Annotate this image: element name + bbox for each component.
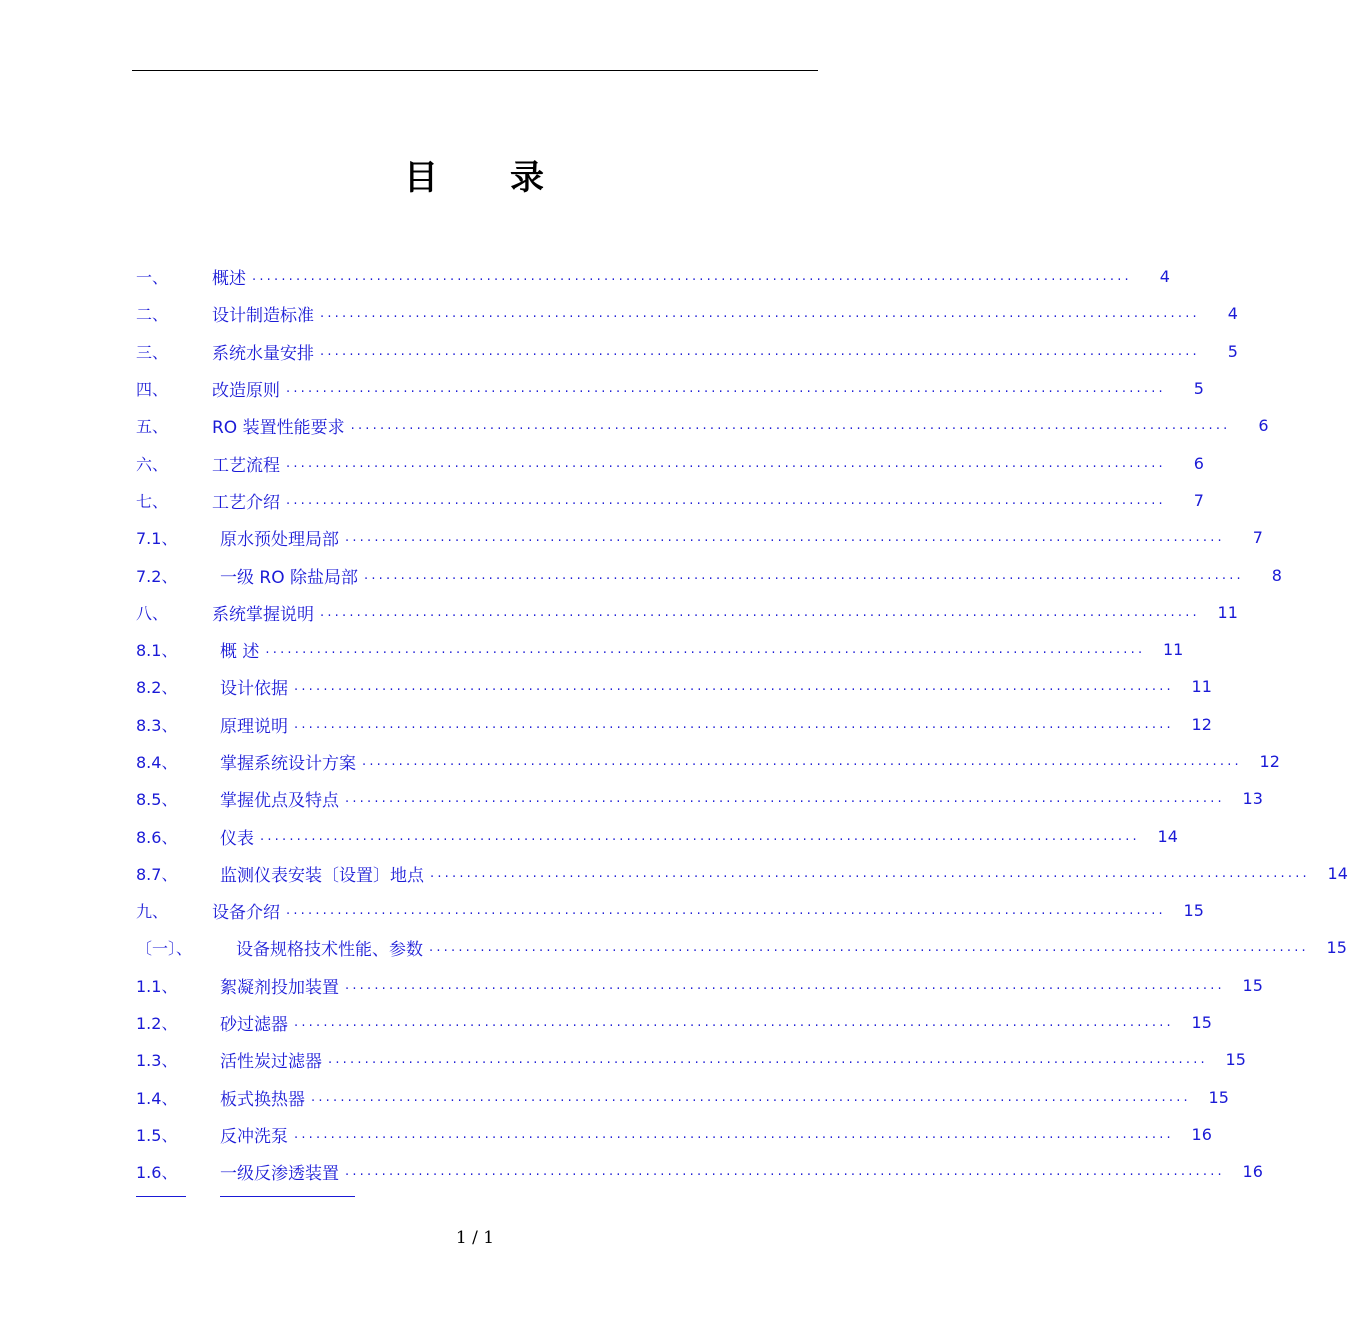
toc-dot-leader: ........................................................................................................................ <box>286 492 1166 508</box>
toc-entry[interactable] <box>136 1116 1212 1153</box>
toc-entry-page: 7 <box>1252 528 1263 548</box>
toc-entry-number: 一、 <box>136 268 169 288</box>
title-char-right: 录 <box>510 158 546 198</box>
toc-entry-title[interactable]: 砂过滤器 <box>220 1015 288 1036</box>
toc-entry[interactable] <box>136 967 1263 1004</box>
toc-entry-number: 8.1、 <box>136 641 178 661</box>
toc-entry-page: 8 <box>1271 565 1282 585</box>
toc-dot-leader: ........................................................................................................................ <box>320 343 1200 359</box>
toc-entry[interactable] <box>136 817 1178 854</box>
toc-entry-number: 1.6、 <box>136 1163 178 1183</box>
toc-entry[interactable] <box>136 706 1212 743</box>
toc-entry[interactable] <box>136 444 1204 481</box>
toc-entry-number: 1.4、 <box>136 1088 178 1108</box>
toc-entry-title[interactable]: 掌握优点及特点 <box>220 791 339 812</box>
toc-dot-leader: ........................................................................................................................ <box>429 940 1309 956</box>
toc-entry-page: 13 <box>1242 789 1263 809</box>
toc-entry-title[interactable]: 一级 RO 除盐局部 <box>220 567 359 588</box>
toc-entry-title[interactable]: RO 装置性能要求 <box>212 418 345 439</box>
toc-entry[interactable] <box>136 482 1204 519</box>
toc-entry[interactable] <box>136 407 1269 444</box>
toc-entry[interactable] <box>136 370 1204 407</box>
toc-dot-leader: ........................................................................................................................ <box>311 1089 1191 1105</box>
toc-entry-number: 8.5、 <box>136 790 178 810</box>
toc-entry-page: 15 <box>1326 938 1347 958</box>
toc-dot-leader: ........................................................................................................................ <box>350 418 1231 434</box>
toc-dot-leader: ........................................................................................................................ <box>252 269 1132 285</box>
toc-entry-page: 16 <box>1242 1162 1263 1182</box>
toc-dot-leader: ........................................................................................................................ <box>294 1126 1174 1142</box>
toc-dot-leader: ........................................................................................................................ <box>286 455 1166 471</box>
toc-entry-title[interactable]: 活性炭过滤器 <box>220 1052 322 1073</box>
toc-entry-title[interactable]: 掌握系统设计方案 <box>220 754 356 774</box>
toc-entry[interactable] <box>136 258 1170 295</box>
toc-entry-page: 6 <box>1193 453 1204 473</box>
toc-dot-leader: ........................................................................................................................ <box>320 604 1200 620</box>
toc-entry-number: 六、 <box>136 454 169 474</box>
toc-dot-leader: ........................................................................................................................ <box>320 306 1200 322</box>
toc-entry[interactable] <box>136 1153 1263 1190</box>
toc-dot-leader: ........................................................................................................................ <box>364 567 1244 583</box>
toc-entry-page: 16 <box>1191 1124 1212 1144</box>
toc-entry-page: 5 <box>1193 379 1204 399</box>
toc-dot-leader: ........................................................................................................................ <box>430 865 1310 881</box>
toc-entry-number: 〔一〕、 <box>136 939 193 959</box>
toc-entry-title[interactable]: 板式换热器 <box>220 1089 305 1110</box>
toc-entry-page: 7 <box>1193 490 1204 510</box>
toc-entry-title[interactable]: 系统掌握说明 <box>212 604 314 625</box>
toc-dot-leader: ........................................................................................................................ <box>345 530 1225 546</box>
toc-entry[interactable] <box>136 1004 1212 1041</box>
toc-entry-number: 九、 <box>136 902 169 922</box>
toc-entry-page: 15 <box>1208 1087 1229 1107</box>
toc-entry-number: 1.5、 <box>136 1125 178 1145</box>
toc-entry[interactable] <box>136 780 1263 817</box>
page-title <box>0 150 950 199</box>
toc-entry-page: 4 <box>1159 267 1170 287</box>
toc-entry-page: 6 <box>1258 416 1269 436</box>
toc-dot-leader: ........................................................................................................................ <box>345 1164 1225 1180</box>
toc-entry-number: 四、 <box>136 380 169 400</box>
page-number-footer: 1 / 1 <box>455 1228 495 1248</box>
toc-entry-number: 8.2、 <box>136 678 178 698</box>
title-char-left: 目 <box>404 158 440 198</box>
toc-entry-title[interactable]: 设计制造标准 <box>212 306 314 327</box>
toc-entry-page: 11 <box>1217 602 1238 622</box>
toc-entry-page: 14 <box>1157 826 1178 846</box>
toc-entry-title[interactable]: 设备规格技术性能、参数 <box>236 940 423 961</box>
toc-entry-page: 11 <box>1162 640 1184 660</box>
toc-entry[interactable] <box>136 631 1184 668</box>
toc-entry[interactable] <box>136 594 1238 631</box>
toc-dot-leader: ........................................................................................................................ <box>260 828 1140 844</box>
toc-entry[interactable] <box>136 929 1347 966</box>
toc-dot-leader: ........................................................................................................................ <box>294 716 1174 732</box>
toc-entry-page: 15 <box>1225 1050 1246 1070</box>
toc-entry-title[interactable]: 概 述 <box>220 642 260 663</box>
toc-entry[interactable] <box>136 333 1238 370</box>
toc-entry-title[interactable]: 仪表 <box>220 828 254 849</box>
toc-entry-page: 15 <box>1191 1013 1212 1033</box>
toc-entry-number: 七、 <box>136 491 169 511</box>
toc-entry-number: 二、 <box>136 305 169 325</box>
toc-entry-number: 7.1、 <box>136 529 178 549</box>
toc-entry[interactable] <box>136 556 1282 593</box>
table-of-contents <box>136 258 1348 1190</box>
toc-entry-title[interactable]: 絮凝剂投加装置 <box>220 977 339 998</box>
toc-entry-number: 三、 <box>136 342 169 362</box>
toc-entry-page: 14 <box>1327 863 1348 883</box>
toc-entry-number: 8.4、 <box>136 753 178 772</box>
toc-entry-number: 1.2、 <box>136 1014 178 1034</box>
toc-entry-title[interactable]: 原理说明 <box>220 716 288 737</box>
toc-entry-title[interactable]: 监测仪表安装〔设置〕地点 <box>220 865 424 886</box>
toc-entry-title[interactable]: 原水预处理局部 <box>220 530 339 551</box>
toc-entry-page: 11 <box>1191 677 1212 697</box>
toc-entry-number: 8.7、 <box>136 864 178 884</box>
toc-entry-title[interactable]: 一级反渗透装置 <box>220 1164 339 1185</box>
toc-dot-leader: ........................................................................................................................ <box>345 791 1225 807</box>
toc-entry[interactable] <box>136 295 1238 332</box>
toc-entry-title[interactable]: 反冲洗泵 <box>220 1126 288 1147</box>
toc-entry-title[interactable]: 工艺流程 <box>212 455 280 476</box>
toc-entry-number: 8.3、 <box>136 715 178 735</box>
toc-dot-leader: ........................................................................................................................ <box>265 642 1146 658</box>
toc-entry-number: 7.2、 <box>136 566 178 586</box>
toc-entry-page: 4 <box>1227 304 1238 324</box>
toc-entry-page: 5 <box>1227 341 1238 361</box>
toc-entry[interactable] <box>136 1041 1246 1078</box>
toc-entry-page: 15 <box>1242 975 1263 995</box>
toc-dot-leader: ........................................................................................................................ <box>328 1052 1208 1068</box>
toc-dot-leader: ........................................................................................................................ <box>362 754 1242 769</box>
toc-entry[interactable] <box>136 743 1280 780</box>
toc-entry-number: 1.3、 <box>136 1051 178 1071</box>
toc-dot-leader: ........................................................................................................................ <box>294 1015 1174 1031</box>
toc-entry[interactable] <box>136 892 1204 929</box>
toc-entry-page: 15 <box>1183 901 1204 921</box>
toc-dot-leader: ........................................................................................................................ <box>294 679 1174 695</box>
toc-entry-title[interactable]: 改造原则 <box>212 381 280 402</box>
toc-entry-number: 1.1、 <box>136 976 178 996</box>
toc-entry-title[interactable]: 设计依据 <box>220 679 288 700</box>
toc-entry-number: 八、 <box>136 603 169 623</box>
trailing-underline-number <box>136 1196 186 1197</box>
toc-dot-leader: ........................................................................................................................ <box>286 381 1166 397</box>
toc-entry-title[interactable]: 概述 <box>212 269 246 290</box>
toc-entry-title[interactable]: 设备介绍 <box>212 903 280 924</box>
toc-entry-page: 12 <box>1259 752 1280 771</box>
toc-entry[interactable] <box>136 668 1212 705</box>
header-rule <box>132 70 818 71</box>
toc-dot-leader: ........................................................................................................................ <box>345 977 1225 993</box>
toc-entry[interactable] <box>136 855 1348 892</box>
toc-entry-title[interactable]: 工艺介绍 <box>212 492 280 513</box>
trailing-underline-text <box>220 1196 355 1197</box>
toc-entry[interactable] <box>136 519 1263 556</box>
toc-entry-page: 12 <box>1191 714 1212 734</box>
toc-entry-number: 五、 <box>136 417 169 437</box>
toc-entry-title[interactable]: 系统水量安排 <box>212 343 314 364</box>
toc-entry[interactable] <box>136 1079 1229 1116</box>
toc-dot-leader: ........................................................................................................................ <box>286 903 1166 919</box>
toc-entry-number: 8.6、 <box>136 827 178 847</box>
